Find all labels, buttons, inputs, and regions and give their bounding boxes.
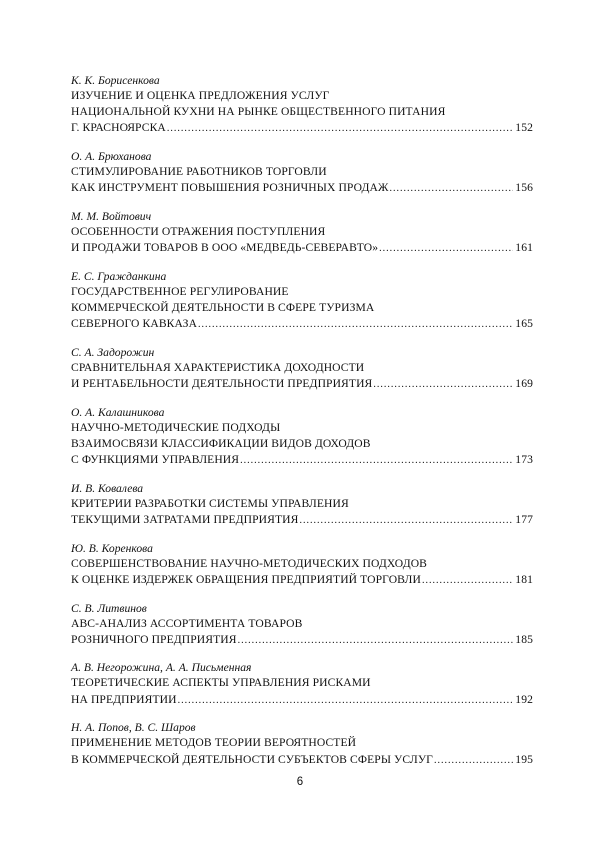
toc-entry-author: Е. С. Гражданкина	[71, 269, 167, 283]
toc-entry-title-line: НАУЧНО-МЕТОДИЧЕСКИЕ ПОДХОДЫ	[71, 420, 281, 434]
toc-entry-author: О. А. Калашникова	[71, 405, 165, 419]
toc-entry	[71, 661, 533, 707]
toc-entry-title-line: СРАВНИТЕЛЬНАЯ ХАРАКТЕРИСТИКА ДОХОДНОСТИ	[71, 360, 365, 374]
toc-entry-author: Ю. В. Коренкова	[71, 541, 153, 555]
toc-entry-title-line: ТЕКУЩИМИ ЗАТРАТАМИ ПРЕДПРИЯТИЯ	[71, 513, 299, 526]
toc-entry-title-last-line	[71, 180, 533, 196]
toc-entry-title-line: ОСОБЕННОСТИ ОТРАЖЕНИЯ ПОСТУПЛЕНИЯ	[71, 224, 326, 238]
toc-entry-title-line: И ПРОДАЖИ ТОВАРОВ В ООО «МЕДВЕДЬ-СЕВЕРАВТО»	[71, 241, 379, 255]
toc-entry	[71, 542, 533, 588]
toc-entry-title-line: КАК ИНСТРУМЕНТ ПОВЫШЕНИЯ РОЗНИЧНЫХ ПРОДАЖ	[71, 181, 389, 195]
toc-entry-title-line: В КОММЕРЧЕСКОЙ ДЕЯТЕЛЬНОСТИ СУБЪЕКТОВ СФЕРЫ УСЛУГ	[71, 752, 433, 766]
toc-entry	[71, 721, 533, 767]
toc-entry-title-line: СТИМУЛИРОВАНИЕ РАБОТНИКОВ ТОРГОВЛИ	[71, 165, 327, 179]
dot-leader	[167, 121, 513, 137]
toc-entry-title-line: К ОЦЕНКЕ ИЗДЕРЖЕК ОБРАЩЕНИЯ ПРЕДПРИЯТИЙ ТОРГОВЛИ	[71, 572, 421, 586]
toc-entry	[71, 406, 533, 469]
toc-entry	[71, 602, 533, 648]
toc-entry-title-line: С ФУНКЦИЯМИ УПРАВЛЕНИЯ	[71, 453, 240, 467]
toc-entry-title-line: РОЗНИЧНОГО ПРЕДПРИЯТИЯ	[71, 632, 237, 646]
toc-entry-title-last-line	[71, 752, 533, 768]
toc-entry-title-last-line	[71, 452, 533, 468]
toc-entry-title-last-line	[71, 376, 533, 392]
toc-entry	[71, 210, 533, 256]
dot-leader	[434, 753, 513, 769]
toc-entry-title-line: Г. КРАСНОЯРСКА	[71, 121, 166, 135]
toc-entry-title-last-line	[71, 240, 533, 256]
toc-entry-title-line: ГОСУДАРСТВЕННОЕ РЕГУЛИРОВАНИЕ	[71, 284, 289, 298]
toc-entry	[71, 150, 533, 196]
toc-entry	[71, 270, 533, 333]
dot-leader	[178, 693, 514, 709]
toc-entry-title-last-line	[71, 316, 533, 332]
toc-entry-page: 177	[515, 513, 533, 526]
toc-entry-page: 195	[515, 752, 533, 766]
toc-entry-title-line: И РЕНТАБЕЛЬНОСТИ ДЕЯТЕЛЬНОСТИ ПРЕДПРИЯТИЯ	[71, 377, 373, 391]
toc-entry-author: Н. А. Попов, В. С. Шаров	[71, 721, 196, 735]
toc-entry-author: О. А. Брюханова	[71, 150, 152, 164]
dot-leader	[422, 573, 513, 589]
toc-entry-title-line: ТЕОРЕТИЧЕСКИЕ АСПЕКТЫ УПРАВЛЕНИЯ РИСКАМИ	[71, 676, 371, 690]
toc-entry-title-last-line	[71, 512, 533, 528]
toc-entry-page: 165	[515, 317, 533, 331]
toc-entry-title-line: СЕВЕРНОГО КАВКАЗА	[71, 317, 198, 331]
toc-entry-title-line: СОВЕРШЕНСТВОВАНИЕ НАУЧНО-МЕТОДИЧЕСКИХ ПОДХОДОВ	[71, 556, 428, 570]
dot-leader	[299, 513, 513, 529]
toc-entry-title-line: АВС-АНАЛИЗ АССОРТИМЕНТА ТОВАРОВ	[71, 616, 303, 630]
toc-entry-page: 156	[515, 181, 533, 195]
toc-entry-title-last-line	[71, 632, 533, 648]
toc-entry-author: К. К. Борисенкова	[71, 74, 160, 87]
dot-leader	[379, 241, 513, 257]
dot-leader	[240, 453, 513, 469]
dot-leader	[238, 633, 514, 649]
toc-entry	[71, 346, 533, 392]
toc-entry-title-line: КОММЕРЧЕСКОЙ ДЕЯТЕЛЬНОСТИ В СФЕРЕ ТУРИЗМА	[71, 301, 375, 314]
toc-entry-author: С. А. Задорожин	[71, 345, 155, 359]
toc-entry-page: 161	[515, 241, 533, 255]
dot-leader	[389, 181, 513, 197]
toc-entry	[71, 74, 533, 137]
toc-entry-title-last-line	[71, 692, 533, 708]
toc-entry-title-line: ПРИМЕНЕНИЕ МЕТОДОВ ТЕОРИИ ВЕРОЯТНОСТЕЙ	[71, 736, 357, 750]
table-of-contents	[71, 74, 533, 781]
toc-entry-page: 169	[515, 377, 533, 391]
toc-entry	[71, 482, 533, 528]
toc-entry-author: А. В. Негорожина, А. А. Письменная	[71, 661, 252, 675]
toc-entry-page: 181	[515, 572, 533, 586]
toc-entry-author: М. М. Войтович	[71, 209, 152, 223]
toc-entry-title-line: ВЗАИМОСВЯЗИ КЛАССИФИКАЦИИ ВИДОВ ДОХОДОВ	[71, 436, 371, 450]
toc-entry-title-last-line	[71, 120, 533, 136]
toc-entry-title-line: ИЗУЧЕНИЕ И ОЦЕНКА ПРЕДЛОЖЕНИЯ УСЛУГ	[71, 89, 330, 102]
toc-entry-title-line: КРИТЕРИИ РАЗРАБОТКИ СИСТЕМЫ УПРАВЛЕНИЯ	[71, 496, 349, 510]
dot-leader	[198, 317, 513, 333]
toc-entry-title-last-line	[71, 572, 533, 588]
toc-entry-title-line: НАЦИОНАЛЬНОЙ КУХНИ НА РЫНКЕ ОБЩЕСТВЕННОГО ПИТАНИЯ	[71, 105, 446, 119]
toc-entry-title-line: НА ПРЕДПРИЯТИИ	[71, 692, 177, 706]
page-number: 6	[296, 776, 304, 788]
toc-entry-author: И. В. Ковалева	[71, 481, 144, 495]
toc-entry-page: 152	[515, 121, 533, 135]
toc-entry-author: С. В. Литвинов	[71, 601, 147, 615]
toc-entry-page: 173	[515, 453, 533, 467]
dot-leader	[373, 377, 513, 393]
toc-entry-page: 192	[515, 692, 533, 706]
toc-entry-page: 185	[515, 632, 533, 646]
